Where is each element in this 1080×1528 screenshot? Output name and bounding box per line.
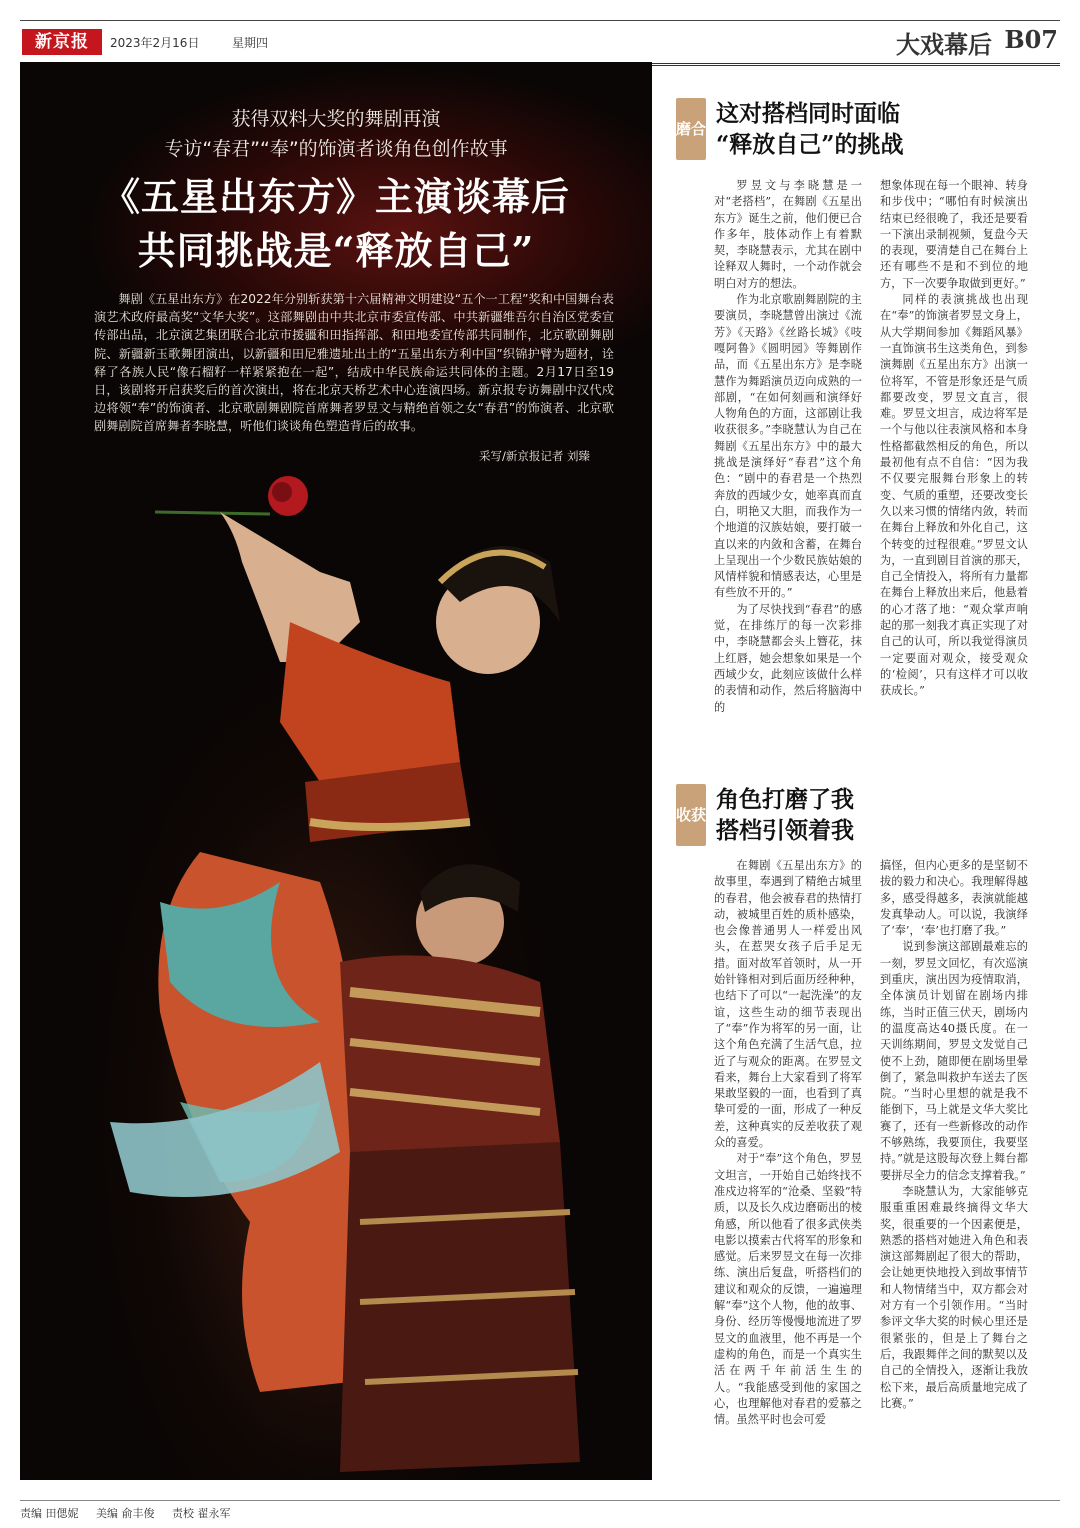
paragraph: 在舞剧《五星出东方》的故事里，奉遇到了精绝古城里的春君，他会被春君的热情打动，被城里百姓的质朴感染，也会像普通男人一样爱出风头，在惹哭女孩子后手足无措。面对故军首领时，从一开始针锋相对到后面历经种种，也结下了可以“一起洗澡”的友谊，这些生动的细节表现出了“奉”作为将军的另一面，让这个角色充满了生活气息，拉近了与观众的距离。在罗昱文看来，舞台上大家看到了将军果敢坚毅的一面，也看到了真挚可爱的一面，形成了一种反差，这种真实的反差收获了观众的喜爱。 [714, 859, 862, 1150]
section-badge-1: 磨合 [676, 98, 706, 160]
hero-photo [20, 62, 652, 1480]
section-heading-1-line-1: 这对搭档同时面临 [716, 100, 900, 127]
paragraph: 同样的表演挑战也出现在“奉”的饰演者罗昱文身上，从大学期间参加《舞蹈风暴》一直饰演书生这类角色，到参演舞剧《五星出东方》出演一位将军，不管是形象还是气质都要改变，罗昱文直言，很难。罗昱文坦言，成边将军是一个与他以往表演风格和本身性格都截然相反的角色，所以最初他有点不自信：“因为我不仅要完服舞台形象上的转变、气质的重塑，还要改变长久以来习惯的情绪内敛，转而在舞台上释放和外化自己，这个转变的过程很难。”罗昱文认为，一直到剧目首演的那天，自己全情投入，将所有力量都在舞台上释放出来后，他悬着的心才落了地：“观众掌声响起的那一刻我才真正实现了对自己的认可，所以我觉得演员一定要面对观众，接受观众的‘检阅’，只有这样才可以收获成长。” [880, 293, 1028, 698]
headline-line-2: 共同挑战是“释放自己” [137, 228, 535, 273]
section-name: 大戏幕后 [896, 30, 992, 59]
art-editor-credit: 美编 俞丰俊 [96, 1507, 155, 1520]
issue-date: 2023年2月16日 [110, 36, 200, 50]
editor-credit: 责编 田偲妮 [20, 1507, 79, 1520]
section-heading-2-line-2: 搭档引领着我 [716, 817, 854, 844]
paragraph: 说到参演这部剧最难忘的一刻，罗昱文回忆，有次巡演到重庆，演出因为疫情取消，全体演员计划留在剧场内排练，当时正值三伏天，剧场内的温度高达40摄氏度。在一天训练期间，罗昱文发觉自己使不上劲，随即便在剧场里晕倒了，紧急叫救护车送去了医院。“当时心里想的就是我不能倒下，马上就是文华大奖比赛了，还有一些新修改的动作不够熟练，我要顶住，我要坚持。”就是这股每次登上舞台都要拼尽全力的信念支撑着我。” [880, 940, 1028, 1182]
section-2-column-2 [880, 858, 1028, 1478]
headline-line-1: 《五星出东方》主演谈幕后 [101, 174, 570, 219]
paragraph: 罗昱文与李晓慧是一对“老搭档”，在舞剧《五星出东方》诞生之前，他们便已合作多年，肢体动作上有着默契，李晓慧表示，尤其在剧中诠释双人舞时，一个动作就会明白对方的想法。 [714, 179, 862, 290]
section-heading-1 [716, 98, 1056, 160]
proofreader-credit: 责校 翟永军 [172, 1507, 231, 1520]
paragraph: 搞怪，但内心更多的是坚韧不拔的毅力和决心。我理解得越多，感受得越多，表演就能越发真挚动人。可以说，我演绎了‘奉’，‘奉’也打磨了我。” [880, 859, 1028, 938]
section-1-column-1 [714, 178, 862, 752]
paragraph: 为了尽快找到“春君”的感觉，在排练厅的每一次彩排中，李晓慧都会头上簪花，抹上红唇，她会想象如果是一个西域少女，此刻应该做什么样的表情和动作，然后将脑海中的 [714, 602, 862, 714]
section-heading-2-line-1: 角色打磨了我 [716, 786, 854, 813]
page-number: B07 [1004, 25, 1058, 54]
paragraph: 想象体现在每一个眼神、转身和步伐中；“哪怕有时候演出结束已经很晚了，我还是要看一下演出录制视频，复盘今天的表现，要清楚自己在舞台上还有哪些不是和不到位的地方，下一次要争取做到更好。” [880, 179, 1028, 290]
paragraph: 对于“奉”这个角色，罗昱文坦言，一开始自己始终找不准戍边将军的“沧桑、坚毅”特质，以及长久戍边磨砺出的棱角感，所以他看了很多武侠类电影以摸索古代将军的形象和感觉。后来罗昱文在每一次排练、演出后复盘，听搭档们的建议和观众的反馈，一遍遍理解“奉”这个人物，他的故事、身份、经历等慢慢地流进了罗昱文的血液里，他不再是一个虚构的角色，而是一个真实生活在两千年前活生生的人。“我能感受到他的家国之心，也理解他对春君的爱慕之情。虽然平时也会可爱 [714, 1152, 862, 1427]
lead-paragraph: 舞剧《五星出东方》在2022年分别斩获第十六届精神文明建设“五个一工程”奖和中国舞台表演艺术政府最高奖“文华大奖”。这部舞剧由中共北京市委宣传部、中共新疆维吾尔自治区党委宣传部出品，北京演艺集团联合北京市援疆和田指挥部、和田地委宣传部共同制作，北京歌剧舞剧院、新疆新玉歌舞团演出，以新疆和田尼雅遗址出土的“五星出东方利中国”织锦护臂为题材，诠释了各族人民“像石榴籽一样紧紧抱在一起”，结成中华民族命运共同体的主题。2月17日至19日，该剧将开启获奖后的首次演出，将在北京天桥艺术中心连演四场。新京报专访舞剧中汉代戍边将领“奉”的饰演者、北京歌剧舞剧院首席舞者罗昱文与精绝首领之女“春君”的饰演者、北京歌剧舞剧院首席舞者李晓慧，听他们谈谈角色塑造背后的故事。 [94, 292, 614, 434]
section-1-column-2 [880, 178, 1028, 752]
newspaper-logo: 新京报 [22, 29, 102, 55]
paragraph: 作为北京歌剧舞剧院的主要演员，李晓慧曾出演过《流芳》《天路》《丝路长城》《吱嘎阿鲁》《圆明园》等舞剧作品，而《五星出东方》是李晓慧作为舞蹈演员迈向成熟的一部剧，“在如何刻画和演绎好人物角色的方面，这部剧让我收获很多。”李晓慧认为自己在舞剧《五星出东方》中的最大挑战是演绎好“春君”这个角色：“剧中的春君是一个热烈奔放的西域少女，她率真而直白，明艳又大胆，而我作为一个地道的汉族姑娘，要打破一直以来的内敛和含蓄，在舞台上呈现出一个少数民族姑娘的风情样貌和情感表达，心里是有些放不开的。” [714, 293, 862, 600]
byline: 采写/新京报记者 刘臻 [478, 449, 590, 463]
masthead [20, 20, 1060, 66]
issue-weekday: 星期四 [232, 36, 269, 50]
paragraph: 李晓慧认为，大家能够克服重重困难最终摘得文华大奖，很重要的一个因素便是，熟悉的搭档对她进入角色和表演这部舞剧起了很大的帮助，会让她更快地投入到故事情节和人物情绪当中，双方都会对对方有一个引领作用。“当时参评文华大奖的时候心里还是很紧张的，但是上了舞台之后，我跟舞伴之间的默契以及自己的全情投入，逐渐让我放松下来，最后高质量地完成了比赛。” [880, 1184, 1028, 1410]
hero-kicker-2: 专访“春君”“奉”的饰演者谈角色创作故事 [164, 138, 508, 160]
section-heading-2 [716, 784, 1056, 846]
section-2-column-1 [714, 858, 862, 1478]
hero-kicker-1: 获得双料大奖的舞剧再演 [231, 108, 441, 130]
section-heading-1-line-2: “释放自己”的挑战 [716, 131, 904, 158]
section-badge-2: 收获 [676, 784, 706, 846]
page-footer [20, 1500, 1060, 1521]
